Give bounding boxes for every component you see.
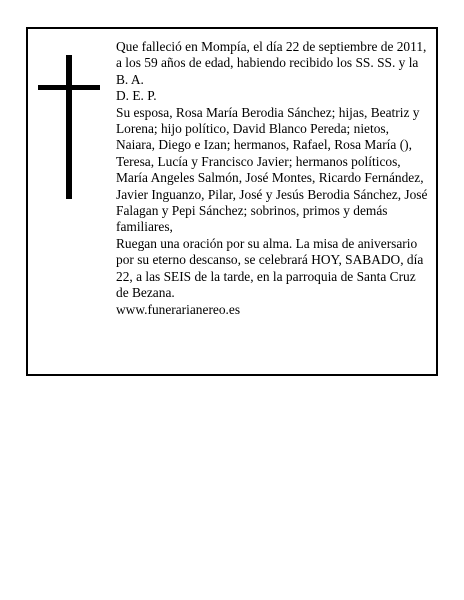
mass-announcement: Ruegan una oración por su alma. La misa de aniversario por su eterno descanso, se celebrará HOY, SABADO, día 22, a las SEIS de la tarde, en la parroquia de Santa Cruz de Bezana. — [116, 235, 424, 301]
family-members: Su esposa, Rosa María Berodia Sánchez; hijas, Beatriz y Lorena; hijo político, David Blanco Pereda; nietos, Naiara, Diego e Izan; hermanos, Rafael, Rosa María (), Teresa, Lucía y Francisco Javier; hermanos políticos, María Angeles Salmón, José Montes, Ricardo Fernández, Javier Inguanzo, Pilar, José y Jesús Berodia Sánchez, José Falagan y Pepi Sánchez; sobrinos, primos y demás familiares, — [116, 104, 428, 235]
cross-vertical-bar — [66, 55, 72, 199]
cross-horizontal-bar — [38, 85, 100, 90]
notice-text-block — [116, 39, 430, 318]
latin-cross-icon — [38, 55, 100, 199]
rest-in-peace: D. E. P. — [116, 88, 157, 104]
funeral-home-website: www.funerarianereo.es — [116, 301, 241, 317]
death-announcement: Que falleció en Mompía, el día 22 de septiembre de 2011, a los 59 años de edad, habiendo recibido los SS. SS. y la B. A. — [116, 39, 427, 87]
obituary-notice — [26, 27, 438, 376]
